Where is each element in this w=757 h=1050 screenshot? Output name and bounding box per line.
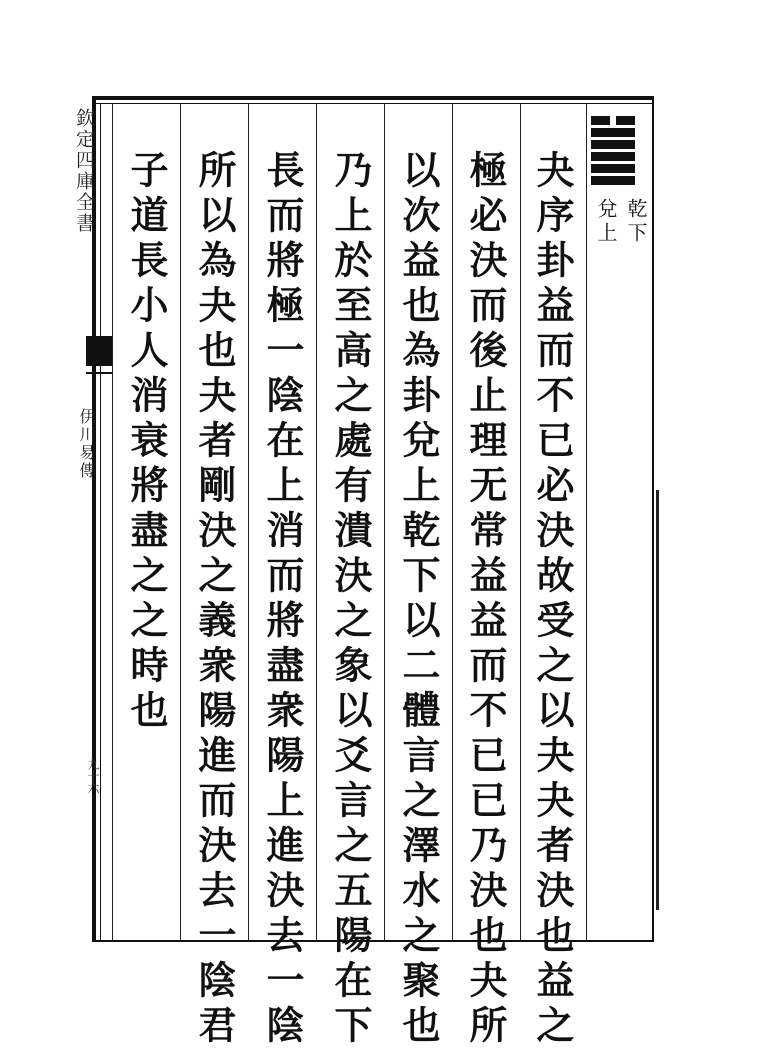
frame-left-inner-border (100, 103, 101, 942)
text-column-4: 乃上於至高之處有潰決之象以爻言之五陽在下 (328, 150, 373, 1050)
volume-title: 伊川易傳 (77, 408, 96, 480)
fish-tail-rule (86, 372, 112, 374)
upper-trigram-label: 兌上 (594, 198, 618, 246)
hexagram-line-4-yang (591, 152, 635, 161)
hexagram-line-6-yang (591, 176, 635, 185)
frame-top-inner-border (92, 103, 654, 104)
hexagram-line-1-yin (591, 116, 635, 125)
text-column-1: 夬序卦益而不已必決故受之以夬夬者決也益之 (530, 150, 575, 1050)
book-title: 欽定四庫全書 (73, 108, 95, 234)
column-rule (316, 103, 317, 940)
frame-top-border (92, 96, 654, 100)
column-rule (248, 103, 249, 940)
hexagram-line-5-yang (591, 164, 635, 173)
page-edge-mark (656, 490, 663, 910)
column-rule (112, 103, 113, 940)
fish-tail-mark (86, 336, 112, 366)
text-column-7: 子道長小人消衰將盡之之時也 (124, 150, 169, 735)
lower-trigram-label: 乾下 (624, 198, 648, 246)
text-column-3: 以次益也為卦兌上乾下以二體言之澤水之聚也 (396, 150, 441, 1050)
column-rule (452, 103, 453, 940)
hexagram-symbol (591, 116, 635, 188)
column-rule (384, 103, 385, 940)
column-rule (520, 103, 521, 940)
column-rule (586, 103, 587, 940)
hexagram-line-3-yang (591, 140, 635, 149)
text-column-6: 所以為夬也夬者剛決之義衆陽進而決去一陰君 (192, 150, 237, 1050)
text-column-5: 長而將極一陰在上消而將盡衆陽上進決去一陰 (260, 150, 305, 1050)
text-column-2: 極必決而後止理无常益益而不已已乃決也夬所 (463, 150, 508, 1050)
frame-right-border (652, 96, 654, 942)
page-number: 九十六 (86, 758, 100, 794)
column-rule (180, 103, 181, 940)
hexagram-line-2-yang (591, 128, 635, 137)
